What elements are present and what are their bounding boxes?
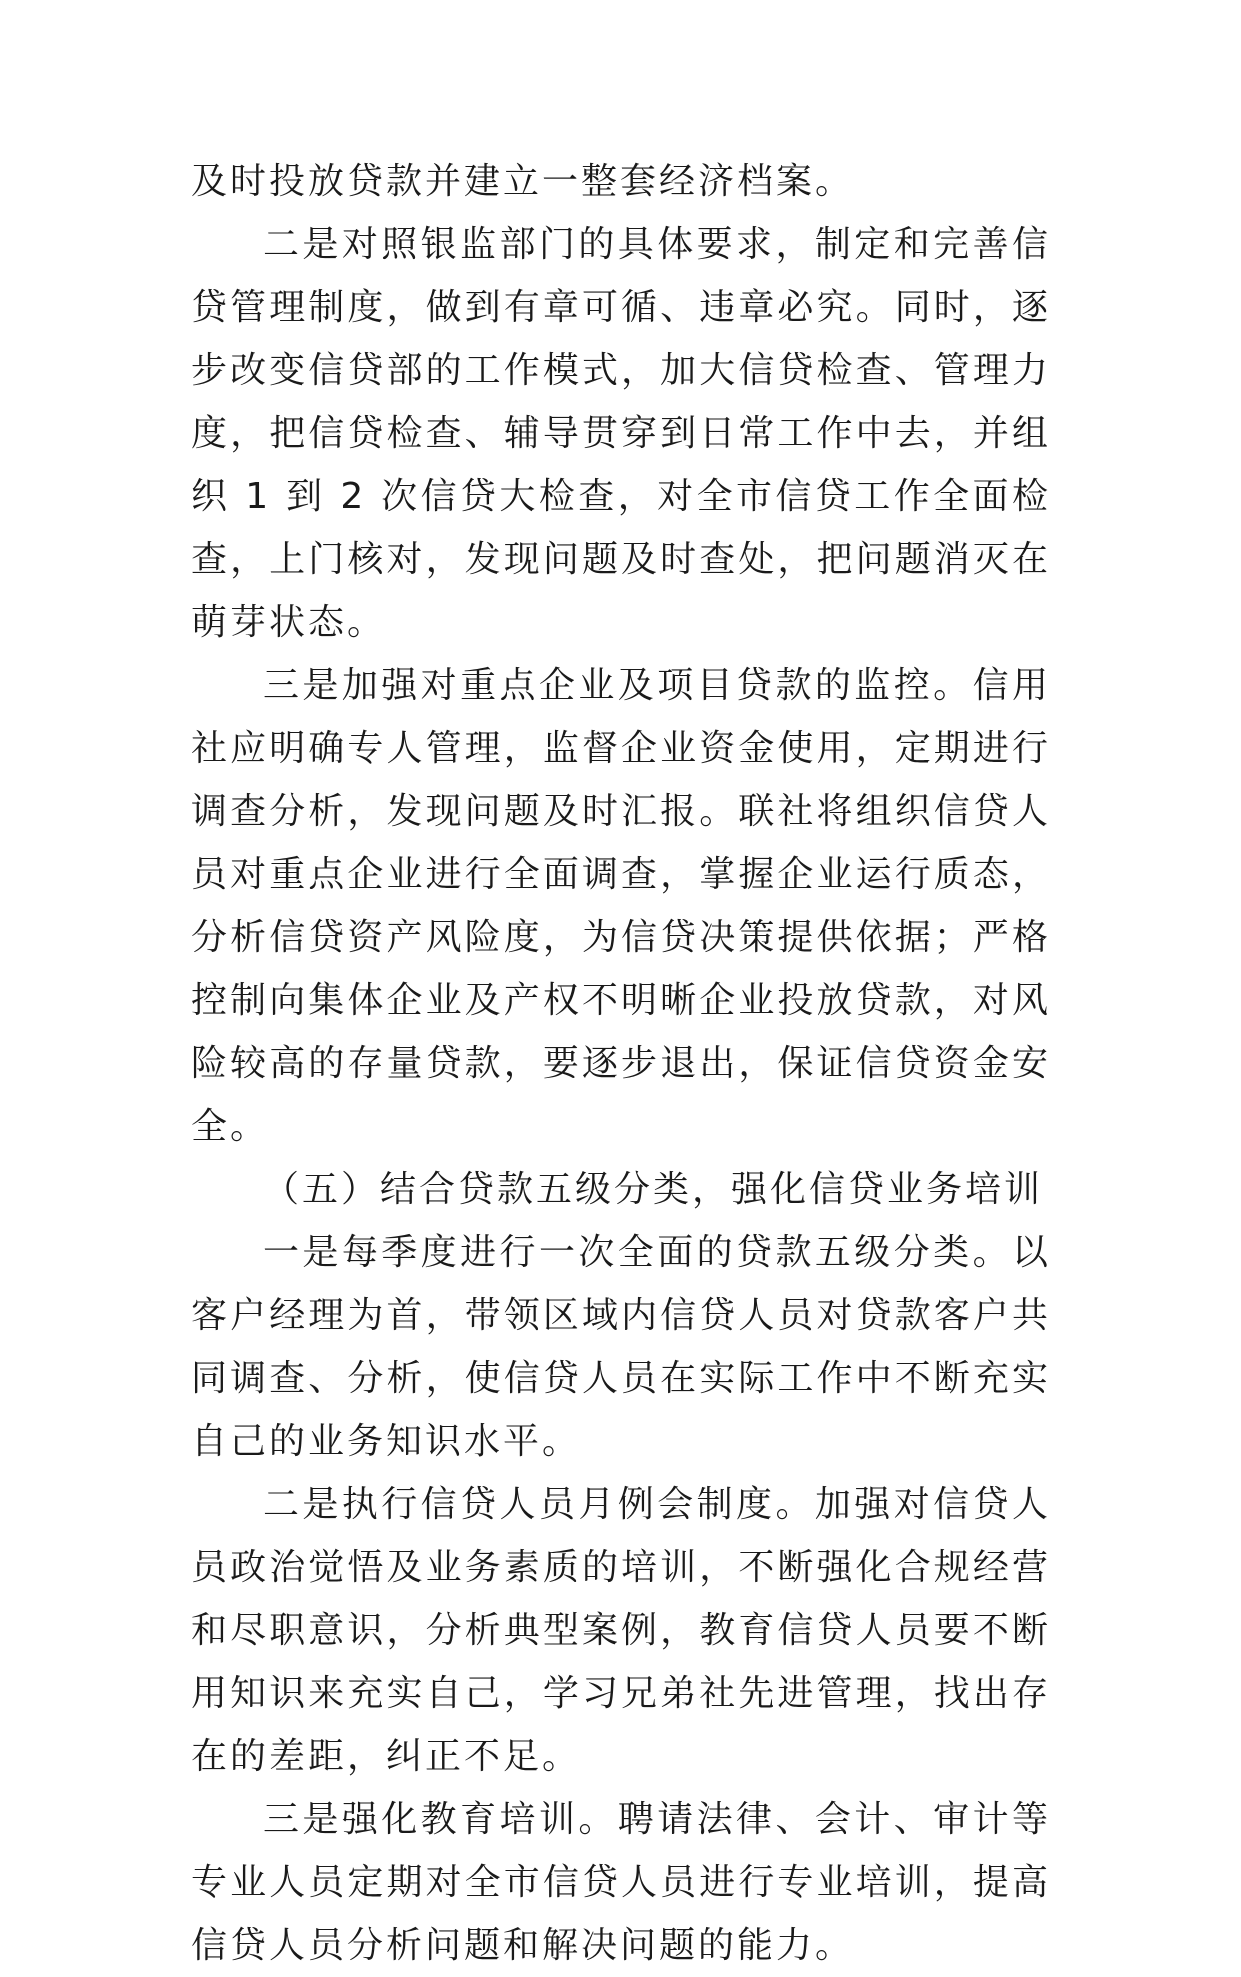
paragraph-quarterly-classification: 一是每季度进行一次全面的贷款五级分类。以客户经理为首，带领区域内信贷人员对贷款客户共同调查、分析，使信贷人员在实际工作中不断充实自己的业务知识水平。 xyxy=(191,1232,1051,1462)
document-body xyxy=(191,150,1051,1977)
paragraph-education-training: 三是强化教育培训。聘请法律、会计、审计等专业人员定期对全市信贷人员进行专业培训，提高信贷人员分析问题和解决问题的能力。 xyxy=(191,1799,1051,1966)
paragraph-key-enterprise-monitoring: 三是加强对重点企业及项目贷款的监控。信用社应明确专人管理，监督企业资金使用，定期进行调查分析，发现问题及时汇报。联社将组织信贷人员对重点企业进行全面调查，掌握企业运行质态，分析信贷资产风险度，为信贷决策提供依据；严格控制向集体企业及产权不明晰企业投放贷款，对风险较高的存量贷款，要逐步退出，保证信贷资金安全。 xyxy=(191,665,1051,1147)
paragraph-credit-management-system: 二是对照银监部门的具体要求，制定和完善信贷管理制度，做到有章可循、违章必究。同时，逐步改变信贷部的工作模式，加大信贷检查、管理力度，把信贷检查、辅导贯穿到日常工作中去，并组织 1 到 2 次信贷大检查，对全市信贷工作全面检查，上门核对，发现问题及时查处，把问题消灭在萌芽状态。 xyxy=(191,224,1051,643)
paragraph-monthly-meeting: 二是执行信贷人员月例会制度。加强对信贷人员政治觉悟及业务素质的培训，不断强化合规经营和尽职意识，分析典型案例，教育信贷人员要不断用知识来充实自己，学习兄弟社先进管理，找出存在的差距，纠正不足。 xyxy=(191,1484,1051,1777)
section-heading-five: （五）结合贷款五级分类，强化信贷业务培训 xyxy=(263,1169,1044,1210)
paragraph-continuation: 及时投放贷款并建立一整套经济档案。 xyxy=(191,161,855,202)
